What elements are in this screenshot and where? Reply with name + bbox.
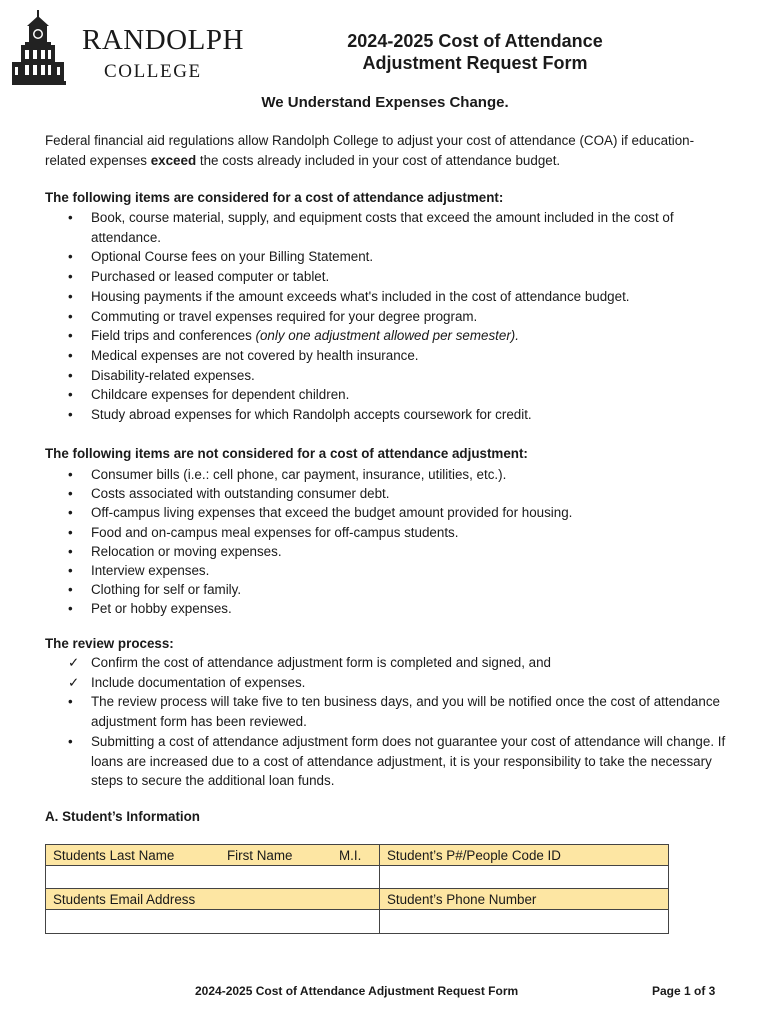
title-line2: Adjustment Request Form — [362, 53, 588, 73]
list-item: • Book, course material, supply, and equipment costs that exceed the amount included in the cost of attendance. — [68, 210, 674, 245]
page-title — [300, 30, 650, 74]
list-item: • Purchased or leased computer or tablet. — [68, 269, 330, 285]
list-item: • Consumer bills (i.e.: cell phone, car payment, insurance, utilities, etc.). — [68, 467, 507, 482]
clock-tower-icon — [12, 10, 68, 88]
checkmark-icon: ✓ — [68, 674, 80, 690]
list-item: ✓ Confirm the cost of attendance adjustment form is completed and signed, and — [0, 653, 731, 673]
not-considered-list — [0, 465, 770, 619]
list-item: • Submitting a cost of attendance adjustment form does not guarantee your cost of attendance will change. If loans are increased due to a cost of attendance adjustment, it is your responsibility to take the necessary steps to secure the additional loan funds. — [68, 733, 726, 789]
subtitle: We Understand Expenses Change. — [261, 94, 509, 111]
phone-label: Student’s Phone Number — [380, 889, 668, 910]
email-label: Students Email Address — [46, 889, 380, 910]
list-item: • Housing payments if the amount exceeds what's included in the cost of attendance budget. — [68, 288, 630, 304]
list-item: • Pet or hobby expenses. — [68, 601, 232, 617]
list-item: • Clothing for self or family. — [68, 582, 242, 598]
title-line1: 2024-2025 Cost of Attendance — [347, 31, 603, 51]
mi-label: M.I. — [339, 848, 362, 863]
list-item: • Off-campus living expenses that exceed the budget amount provided for housing. — [68, 505, 573, 521]
review-heading: The review process: — [45, 636, 174, 651]
student-id-input-cell[interactable] — [380, 866, 668, 889]
footer-title: 2024-2025 Cost of Attendance Adjustment Request Form — [195, 984, 519, 998]
list-item: • Childcare expenses for dependent children. — [68, 387, 350, 403]
student-id-label: Student’s P#/People Code ID — [380, 845, 668, 866]
checkmark-icon: ✓ — [68, 655, 80, 670]
intro-part1: Federal financial aid regulations allow Randolph College to adjust your cost of attendance (COA) if education-related expenses — [45, 133, 695, 168]
considered-heading: The following items are considered for a cost of attendance adjustment: — [45, 190, 504, 205]
student-info-table — [45, 844, 669, 934]
section-a-heading: A. Student’s Information — [45, 809, 200, 824]
last-name-label: Students Last Name — [53, 848, 175, 863]
intro-part2: the costs already included in your cost of attendance budget. — [196, 152, 561, 168]
list-item: • Medical expenses are not covered by health insurance. — [68, 347, 419, 363]
name-header-cell — [46, 845, 380, 866]
list-item: • Costs associated with outstanding consumer debt. — [68, 486, 390, 502]
intro-paragraph — [45, 131, 735, 170]
list-item: • Relocation or moving expenses. — [68, 543, 282, 559]
list-item: • Optional Course fees on your Billing Statement. — [68, 249, 374, 265]
not-considered-heading: The following items are not considered for a cost of attendance adjustment: — [45, 446, 528, 461]
intro-bold: exceed — [150, 152, 197, 168]
phone-input-cell[interactable] — [380, 910, 668, 933]
email-input-cell[interactable] — [46, 910, 380, 933]
list-item: • Commuting or travel expenses required for your degree program. — [68, 308, 478, 324]
list-item: ✓ Include documentation of expenses. — [0, 673, 731, 693]
list-item: • Disability-related expenses. — [68, 367, 255, 383]
field-trips-note: (only one adjustment allowed per semester). — [255, 328, 519, 344]
first-name-label: First Name — [227, 848, 293, 863]
list-item: • Interview expenses. — [68, 563, 210, 579]
list-item: • Field trips and conferences (only one adjustment allowed per semester). — [68, 328, 519, 344]
college-logo — [12, 10, 244, 88]
considered-list — [0, 208, 770, 425]
page-number: Page 1 of 3 — [652, 984, 716, 998]
review-list — [0, 653, 770, 791]
logo-name-line2: COLLEGE — [104, 61, 202, 82]
list-item: • Study abroad expenses for which Randolph accepts coursework for credit. — [68, 407, 532, 423]
list-item: • Food and on-campus meal expenses for off-campus students. — [68, 524, 459, 540]
logo-name-line1: RANDOLPH — [82, 24, 244, 56]
name-input-cell[interactable] — [46, 866, 380, 889]
list-item: • The review process will take five to ten business days, and you will be notified once the cost of attendance adjustment form has been reviewed. — [68, 694, 720, 730]
